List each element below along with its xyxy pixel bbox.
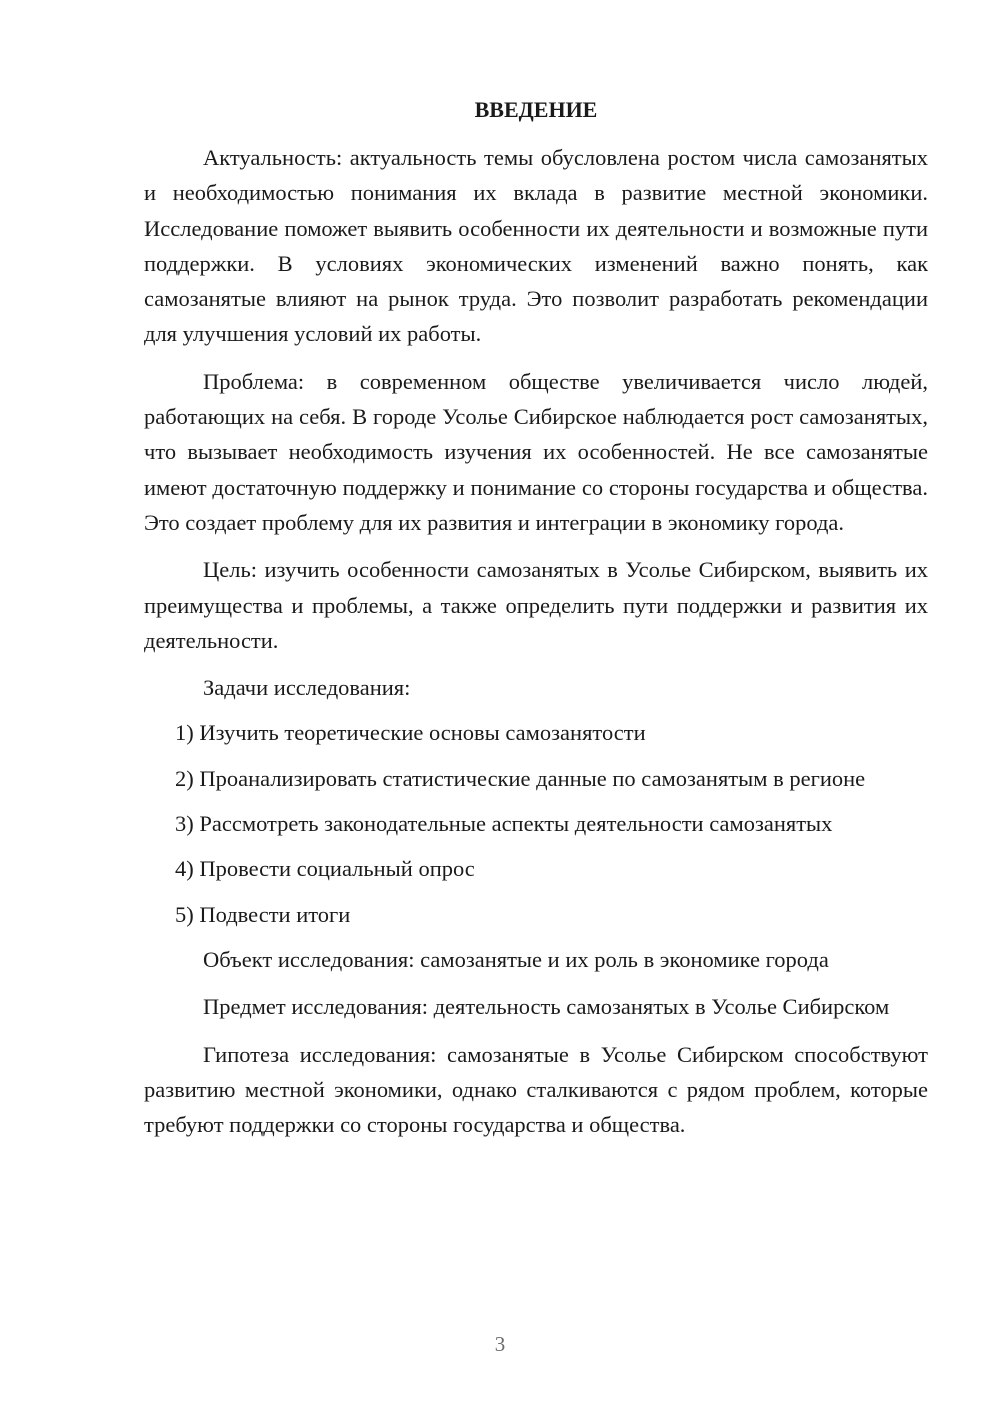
task-item: 1) Изучить теоретические основы самозанятости: [175, 720, 646, 746]
task-item: 4) Провести социальный опрос: [175, 856, 475, 882]
subject-paragraph: Предмет исследования: деятельность самозанятых в Усолье Сибирском: [203, 994, 890, 1020]
hypothesis-paragraph: Гипотеза исследования: самозанятые в Усолье Сибирском способствуют развитию местной экономики, однако сталкиваются с рядом проблем, которые требуют поддержки со стороны государства и общества.: [144, 1041, 928, 1138]
page-number: 3: [494, 1332, 506, 1356]
tasks-heading: Задачи исследования:: [203, 675, 411, 701]
task-item: 2) Проанализировать статистические данные по самозанятым в регионе: [175, 765, 866, 791]
task-item: 5) Подвести итоги: [175, 901, 351, 927]
actuality-paragraph: Актуальность: актуальность темы обусловлена ростом числа самозанятых и необходимостью понимания их вклада в развитие местной экономики. Исследование поможет выявить особенности их деятельности и возможные пути поддержки. В условиях экономических изменений важно понять, как самозанятые влияют на рынок труда. Это позволит разработать рекомендации для улучшения условий их работы.: [144, 145, 928, 347]
goal-paragraph: Цель: изучить особенности самозанятых в Усолье Сибирском, выявить их преимущества и проблемы, а также определить пути поддержки и развития их деятельности.: [144, 557, 928, 653]
problem-paragraph: Проблема: в современном обществе увеличивается число людей, работающих на себя. В городе Усолье Сибирское наблюдается рост самозанятых, что вызывает необходимость изучения их особенностей. Не все самозанятые имеют достаточную поддержку и понимание со стороны государства и общества. Это создает проблему для их развития и интеграции в экономику города.: [144, 368, 928, 535]
object-paragraph: Объект исследования: самозанятые и их роль в экономике города: [203, 946, 829, 972]
tasks-list: [144, 715, 928, 931]
task-item: 3) Рассмотреть законодательные аспекты деятельности самозанятых: [175, 811, 833, 837]
page-title: ВВЕДЕНИЕ: [474, 97, 598, 122]
page-content: [144, 94, 928, 1154]
